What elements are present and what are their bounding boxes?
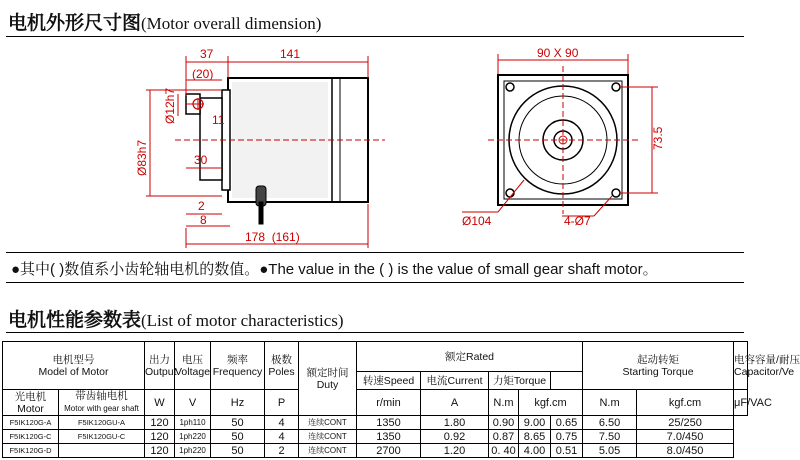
- divider-table-top: [6, 332, 744, 333]
- header-torque: 力矩Torque: [489, 372, 551, 390]
- cell-motor: F5IK120G-C: [3, 430, 59, 444]
- table-row: [3, 430, 748, 444]
- header-model: 电机型号 Model of Motor: [3, 342, 145, 390]
- cell-voltage: 1ph220: [175, 430, 211, 444]
- motor-characteristics-table: [2, 341, 800, 458]
- cell-duty: 连续CONT: [299, 444, 357, 458]
- cell-poles: 2: [265, 444, 299, 458]
- cell-torque-kgf: 4.00: [519, 444, 551, 458]
- cell-motor: F5IK120G-A: [3, 416, 59, 430]
- cell-speed: 1350: [357, 416, 421, 430]
- cell-motor: F5IK120G-D: [3, 444, 59, 458]
- header-capacitor: 电容容量/耐压 Capacitor/Ve: [734, 342, 748, 390]
- cell-speed: 2700: [357, 444, 421, 458]
- dim-20: (20): [192, 67, 214, 81]
- cell-torque-kgf: 8.65: [519, 430, 551, 444]
- cell-gear-motor: F5IK120GU-A: [59, 416, 145, 430]
- cell-frequency: 50: [211, 444, 265, 458]
- cell-capacitor: 7.0/450: [637, 430, 734, 444]
- cell-output: 120: [145, 430, 175, 444]
- cell-poles: 4: [265, 430, 299, 444]
- header-poles: 极数 Poles: [265, 342, 299, 390]
- table-units-row: [3, 390, 748, 416]
- characteristics-title-en: (List of motor characteristics): [141, 311, 344, 330]
- unit-capacitor: μF/VAC: [734, 390, 748, 416]
- cell-duty: 连续CONT: [299, 430, 357, 444]
- cell-duty: 连续CONT: [299, 416, 357, 430]
- dim-8: 8: [200, 213, 207, 227]
- table-header-row-1: [3, 342, 748, 372]
- cell-gear-motor: [59, 444, 145, 458]
- unit-current: A: [421, 390, 489, 416]
- dim-2: 2: [198, 199, 205, 213]
- cell-current: 1.80: [421, 416, 489, 430]
- cell-frequency: 50: [211, 430, 265, 444]
- side-view-drawing: [175, 78, 385, 224]
- unit-start-kgf: kgf.cm: [637, 390, 734, 416]
- divider-note-bottom: [6, 282, 744, 283]
- dim-shaft-dia: Ø12h7: [163, 87, 177, 124]
- unit-torque-kgf: kgf.cm: [519, 390, 583, 416]
- dim-104: Ø104: [462, 214, 492, 228]
- header-frequency: 频率 Frequency: [211, 342, 265, 390]
- header-voltage: 电压 Voltage: [175, 342, 211, 390]
- dim-11: 11: [212, 113, 225, 127]
- cell-start-nm: 0.75: [551, 430, 583, 444]
- header-duty: 额定时间 Duty: [299, 342, 357, 416]
- dim-141: 141: [280, 47, 301, 61]
- dim-37: 37: [200, 47, 214, 61]
- dim-73-5: 73.5: [651, 126, 665, 150]
- dimension-title-en: (Motor overall dimension): [141, 14, 322, 33]
- unit-start-nm: N.m: [583, 390, 637, 416]
- divider-note-top: [6, 252, 744, 253]
- cell-capacitor: 25/250: [637, 416, 734, 430]
- cell-current: 0.92: [421, 430, 489, 444]
- header-starting-torque: 起动转矩 Starting Torque: [583, 342, 734, 390]
- cell-torque-nm: 0.87: [489, 430, 519, 444]
- cell-poles: 4: [265, 416, 299, 430]
- cell-start-nm: 0.65: [551, 416, 583, 430]
- cell-start-kgf: 5.05: [583, 444, 637, 458]
- cell-capacitor: 8.0/450: [637, 444, 734, 458]
- dim-90x90: 90 X 90: [537, 46, 579, 60]
- dimension-title-cn: 电机外形尺寸图: [8, 12, 142, 34]
- header-gear-motor: 带齿轴电机 Motor with gear shaft: [59, 390, 145, 416]
- note-text: ●其中( )数值系小齿轮轴电机的数值。●The value in the ( ) is the value of small gear shaft motor。: [11, 261, 658, 278]
- cell-torque-nm: 0.90: [489, 416, 519, 430]
- cell-speed: 1350: [357, 430, 421, 444]
- header-speed: 转速Speed: [357, 372, 421, 390]
- cell-start-kgf: 7.50: [583, 430, 637, 444]
- dim-178: 178 (161): [245, 230, 300, 244]
- unit-voltage: V: [175, 390, 211, 416]
- cell-start-nm: 0.51: [551, 444, 583, 458]
- dim-30: 30: [194, 153, 208, 167]
- cell-torque-kgf: 9.00: [519, 416, 551, 430]
- header-motor: 光电机 Motor: [3, 390, 59, 416]
- cell-current: 1.20: [421, 444, 489, 458]
- characteristics-title-cn: 电机性能参数表: [8, 309, 142, 331]
- cell-output: 120: [145, 416, 175, 430]
- cell-gear-motor: F5IK120GU-C: [59, 430, 145, 444]
- cell-start-kgf: 6.50: [583, 416, 637, 430]
- front-view-drawing: [488, 66, 640, 214]
- cell-voltage: 1ph110: [175, 416, 211, 430]
- header-rated: 额定Rated: [357, 342, 583, 372]
- cell-frequency: 50: [211, 416, 265, 430]
- dim-4-7: 4-Ø7: [564, 214, 591, 228]
- header-current: 电流Current: [421, 372, 489, 390]
- header-output: 出力 Output: [145, 342, 175, 390]
- cell-voltage: 1ph220: [175, 444, 211, 458]
- characteristics-section-title: [8, 305, 344, 332]
- cell-torque-nm: 0. 40: [489, 444, 519, 458]
- unit-torque-nm: N.m: [489, 390, 519, 416]
- table-row: [3, 444, 748, 458]
- unit-frequency: Hz: [211, 390, 265, 416]
- unit-poles: P: [265, 390, 299, 416]
- cell-output: 120: [145, 444, 175, 458]
- unit-speed: r/min: [357, 390, 421, 416]
- unit-output: W: [145, 390, 175, 416]
- dim-flange-dia: Ø83h7: [135, 139, 149, 176]
- table-row: [3, 416, 748, 430]
